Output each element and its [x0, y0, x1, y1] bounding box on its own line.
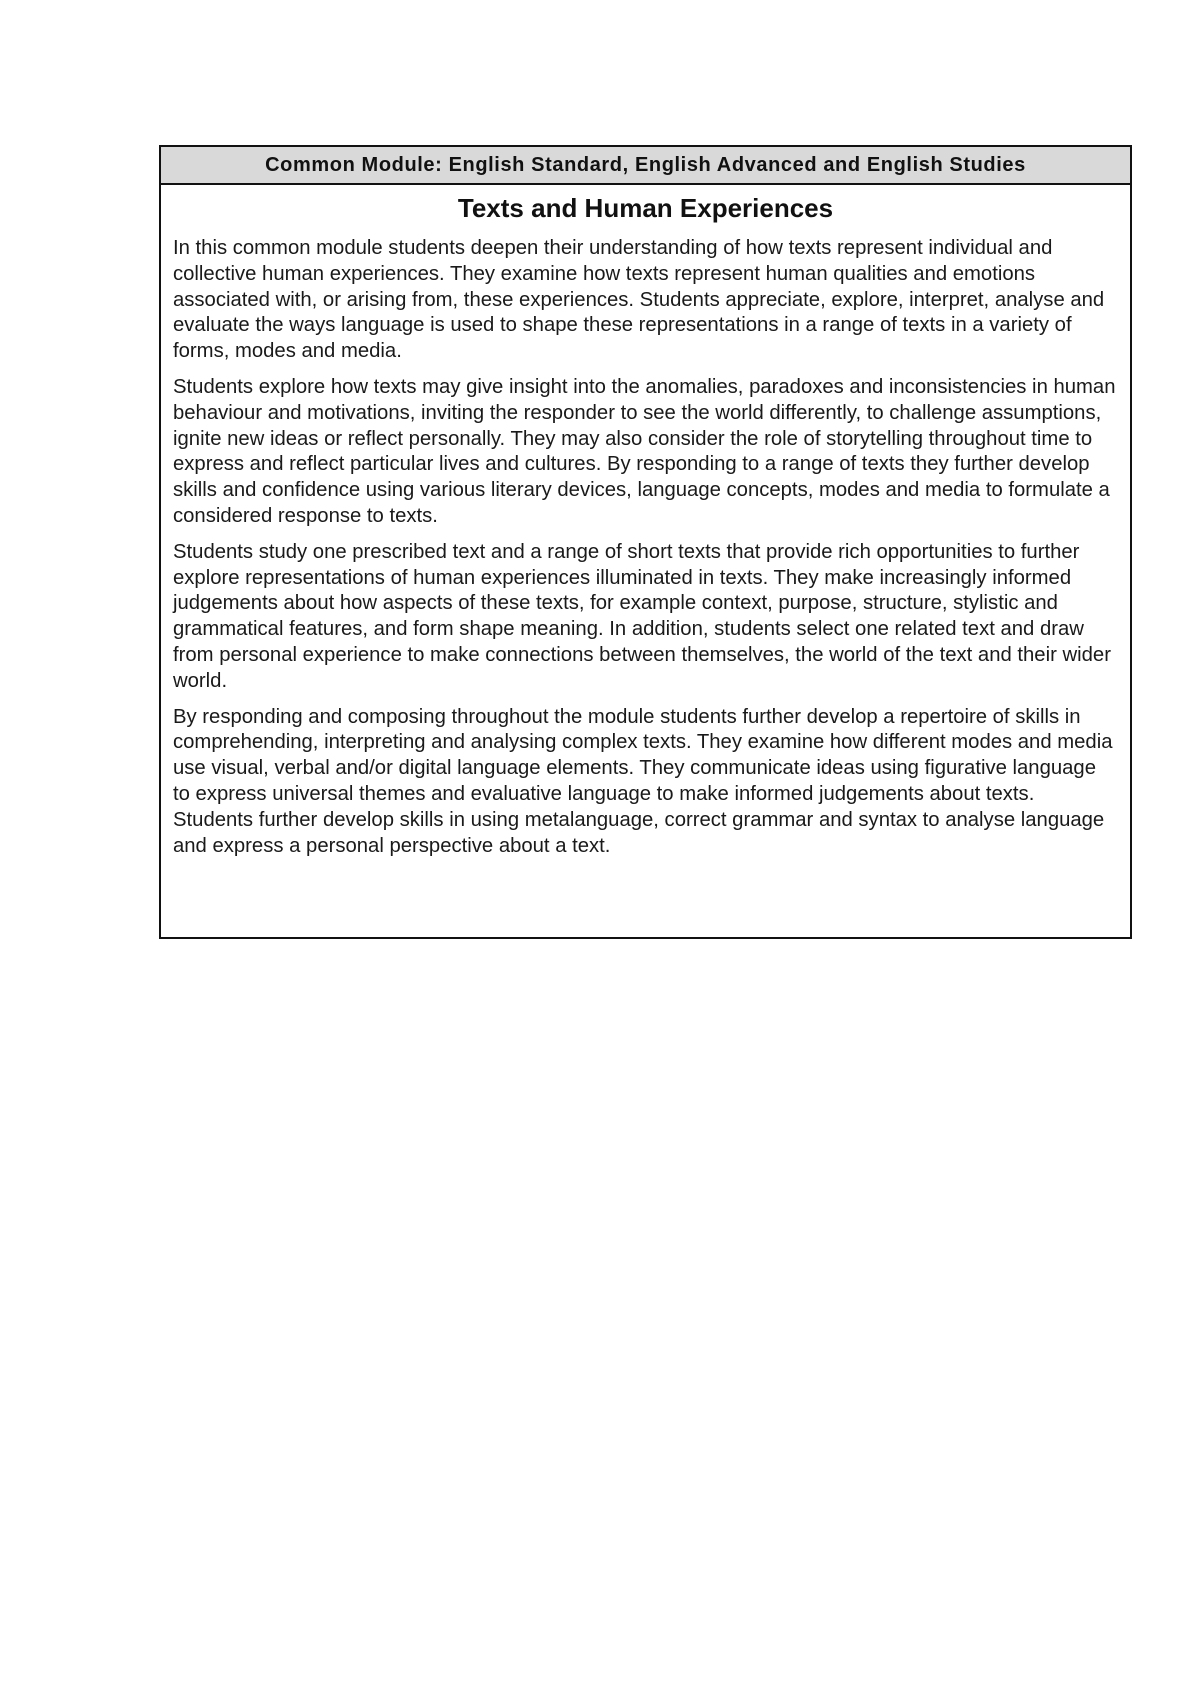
module-box [159, 145, 1132, 939]
module-header: Common Module: English Standard, English Advanced and English Studies [161, 147, 1130, 185]
module-paragraph: By responding and composing throughout the module students further develop a repertoire of skills in comprehending, interpreting and analysing complex texts. They examine how different modes and media use visual, verbal and/or digital language elements. They communicate ideas using figurative language to express universal themes and evaluative language to make informed judgements about texts. Students further develop skills in using metalanguage, correct grammar and syntax to analyse language and express a personal perspective about a text. [173, 705, 1113, 857]
module-title: Texts and Human Experiences [457, 193, 834, 223]
module-paragraph: In this common module students deepen their understanding of how texts represent individual and collective human experiences. They examine how texts represent human qualities and emotions associated with, or arising from, these experiences. Students appreciate, explore, interpret, analyse and evaluate the ways language is used to shape these representations in a range of texts in a variety of forms, modes and media. [173, 237, 1105, 363]
module-paragraph: Students study one prescribed text and a range of short texts that provide rich opportunities to further explore representations of human experiences illuminated in texts. They make increasingly informed judgements about how aspects of these texts, for example context, purpose, structure, stylistic and grammatical features, and form shape meaning. In addition, students select one related text and draw from personal experience to make connections between themselves, the world of the text and their wider world. [173, 540, 1111, 692]
module-body [161, 185, 1130, 859]
module-paragraph: Students explore how texts may give insight into the anomalies, paradoxes and inconsistencies in human behaviour and motivations, inviting the responder to see the world differently, to challenge assumptions, ignite new ideas or reflect personally. They may also consider the role of storytelling throughout time to express and reflect particular lives and cultures. By responding to a range of texts they further develop skills and confidence using various literary devices, language concepts, modes and media to formulate a considered response to texts. [173, 375, 1116, 527]
